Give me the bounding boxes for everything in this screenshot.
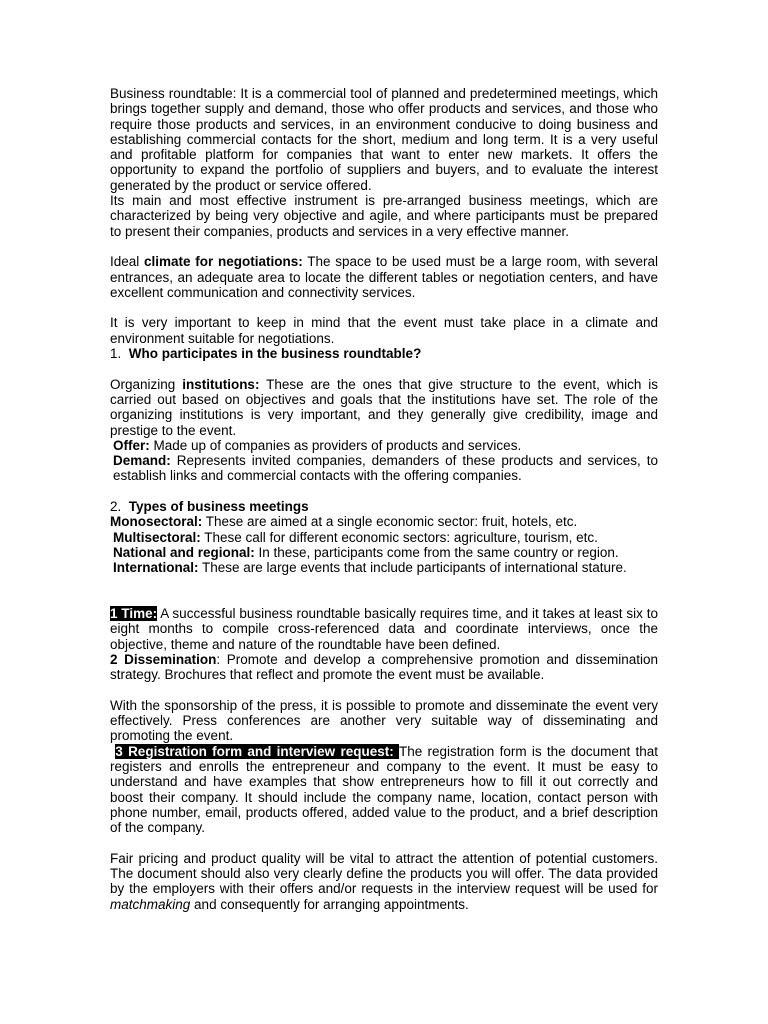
climate-term: climate for negotiations: <box>144 254 303 270</box>
environment-paragraph: It is very important to keep in mind that the event must take place in a climate and environment suitable for negotiations. <box>110 315 658 346</box>
demand-paragraph: Demand: Represents invited companies, demanders of these products and services, to establish links and commercial contacts with the offering companies. <box>113 453 658 484</box>
offer-paragraph: Offer: Made up of companies as providers of products and services. <box>113 437 522 453</box>
institutions-term: institutions: <box>182 376 260 392</box>
pricing-paragraph: Fair pricing and product quality will be vital to attract the attention of potential customers. The document should also very clearly define the products you will offer. The data provided by the employers with their offers and/or requests in the interview request will be used for matchmaking and consequently for arranging appointments. <box>110 850 658 912</box>
matchmaking-term: matchmaking <box>110 896 191 912</box>
institutions-paragraph: Organizing institutions: These are the ones that give structure to the event, which is carried out based on objectives and goals that the institutions have set. The role of the organizing institutions is very important, and they generally give credibility, image and prestige to the event. <box>110 376 659 438</box>
press-paragraph: With the sponsorship of the press, it is possible to promote and disseminate the event very effectively. Press conferences are another very suitable way of disseminating and promoting the event. <box>110 697 658 744</box>
registration-paragraph: 3 Registration form and interview request: The registration form is the document that registers and enrolls the entrepreneur and company to the event. It must be easy to understand and have examples that show entrepreneurs how to fill it out correctly and boost their company. It should include the company name, location, contact person with phone number, email, products offered, added value to the product, and a brief description of the company. <box>110 743 658 836</box>
monosectoral-item: Monosectoral: These are aimed at a single economic sector: fruit, hotels, etc. <box>110 514 578 530</box>
section-heading-types: 2. Types of business meetings <box>110 499 309 515</box>
registration-highlight: 3 Registration form and interview request: <box>115 743 399 759</box>
document-body <box>110 86 658 912</box>
national-item: National and regional: In these, participants come from the same country or region. <box>113 544 619 560</box>
climate-paragraph: Ideal climate for negotiations: The space to be used must be a large room, with several entrances, an adequate area to locate the different tables or negotiation centers, and have excellent communication and connectivity services. <box>110 254 658 300</box>
dissemination-paragraph: 2 Dissemination: Promote and develop a comprehensive promotion and dissemination strategy. Brochures that reflect and promote the event must be available. <box>110 651 658 683</box>
intro-paragraph: Business roundtable: It is a commercial tool of planned and predetermined meetings, which brings together supply and demand, those who offer products and services, and those who require those products and services, in an environment conducive to doing business and establishing commercial contacts for the short, medium and long term. It is a very useful and profitable platform for companies that want to enter new markets. It offers the opportunity to expand the portfolio of suppliers and buyers, and to evaluate the interest generated by the product or service offered. <box>110 86 658 193</box>
international-item: International: These are large events that include participants of international stature. <box>113 560 627 576</box>
section-heading-participants: 1. Who participates in the business roundtable? <box>110 346 422 362</box>
time-highlight: 1 Time: <box>110 606 158 622</box>
multisectoral-item: Multisectoral: These call for different economic sectors: agriculture, tourism, etc. <box>113 529 598 545</box>
time-paragraph: 1 Time: A successful business roundtable basically requires time, and it takes at least six to eight months to compile cross-referenced data and coordinate interviews, once the objective, theme and nature of the roundtable have been defined. <box>110 606 658 652</box>
instrument-paragraph: Its main and most effective instrument is pre-arranged business meetings, which are characterized by being very objective and agile, and where participants must be prepared to present their companies, products and services in a very effective manner. <box>110 193 658 239</box>
